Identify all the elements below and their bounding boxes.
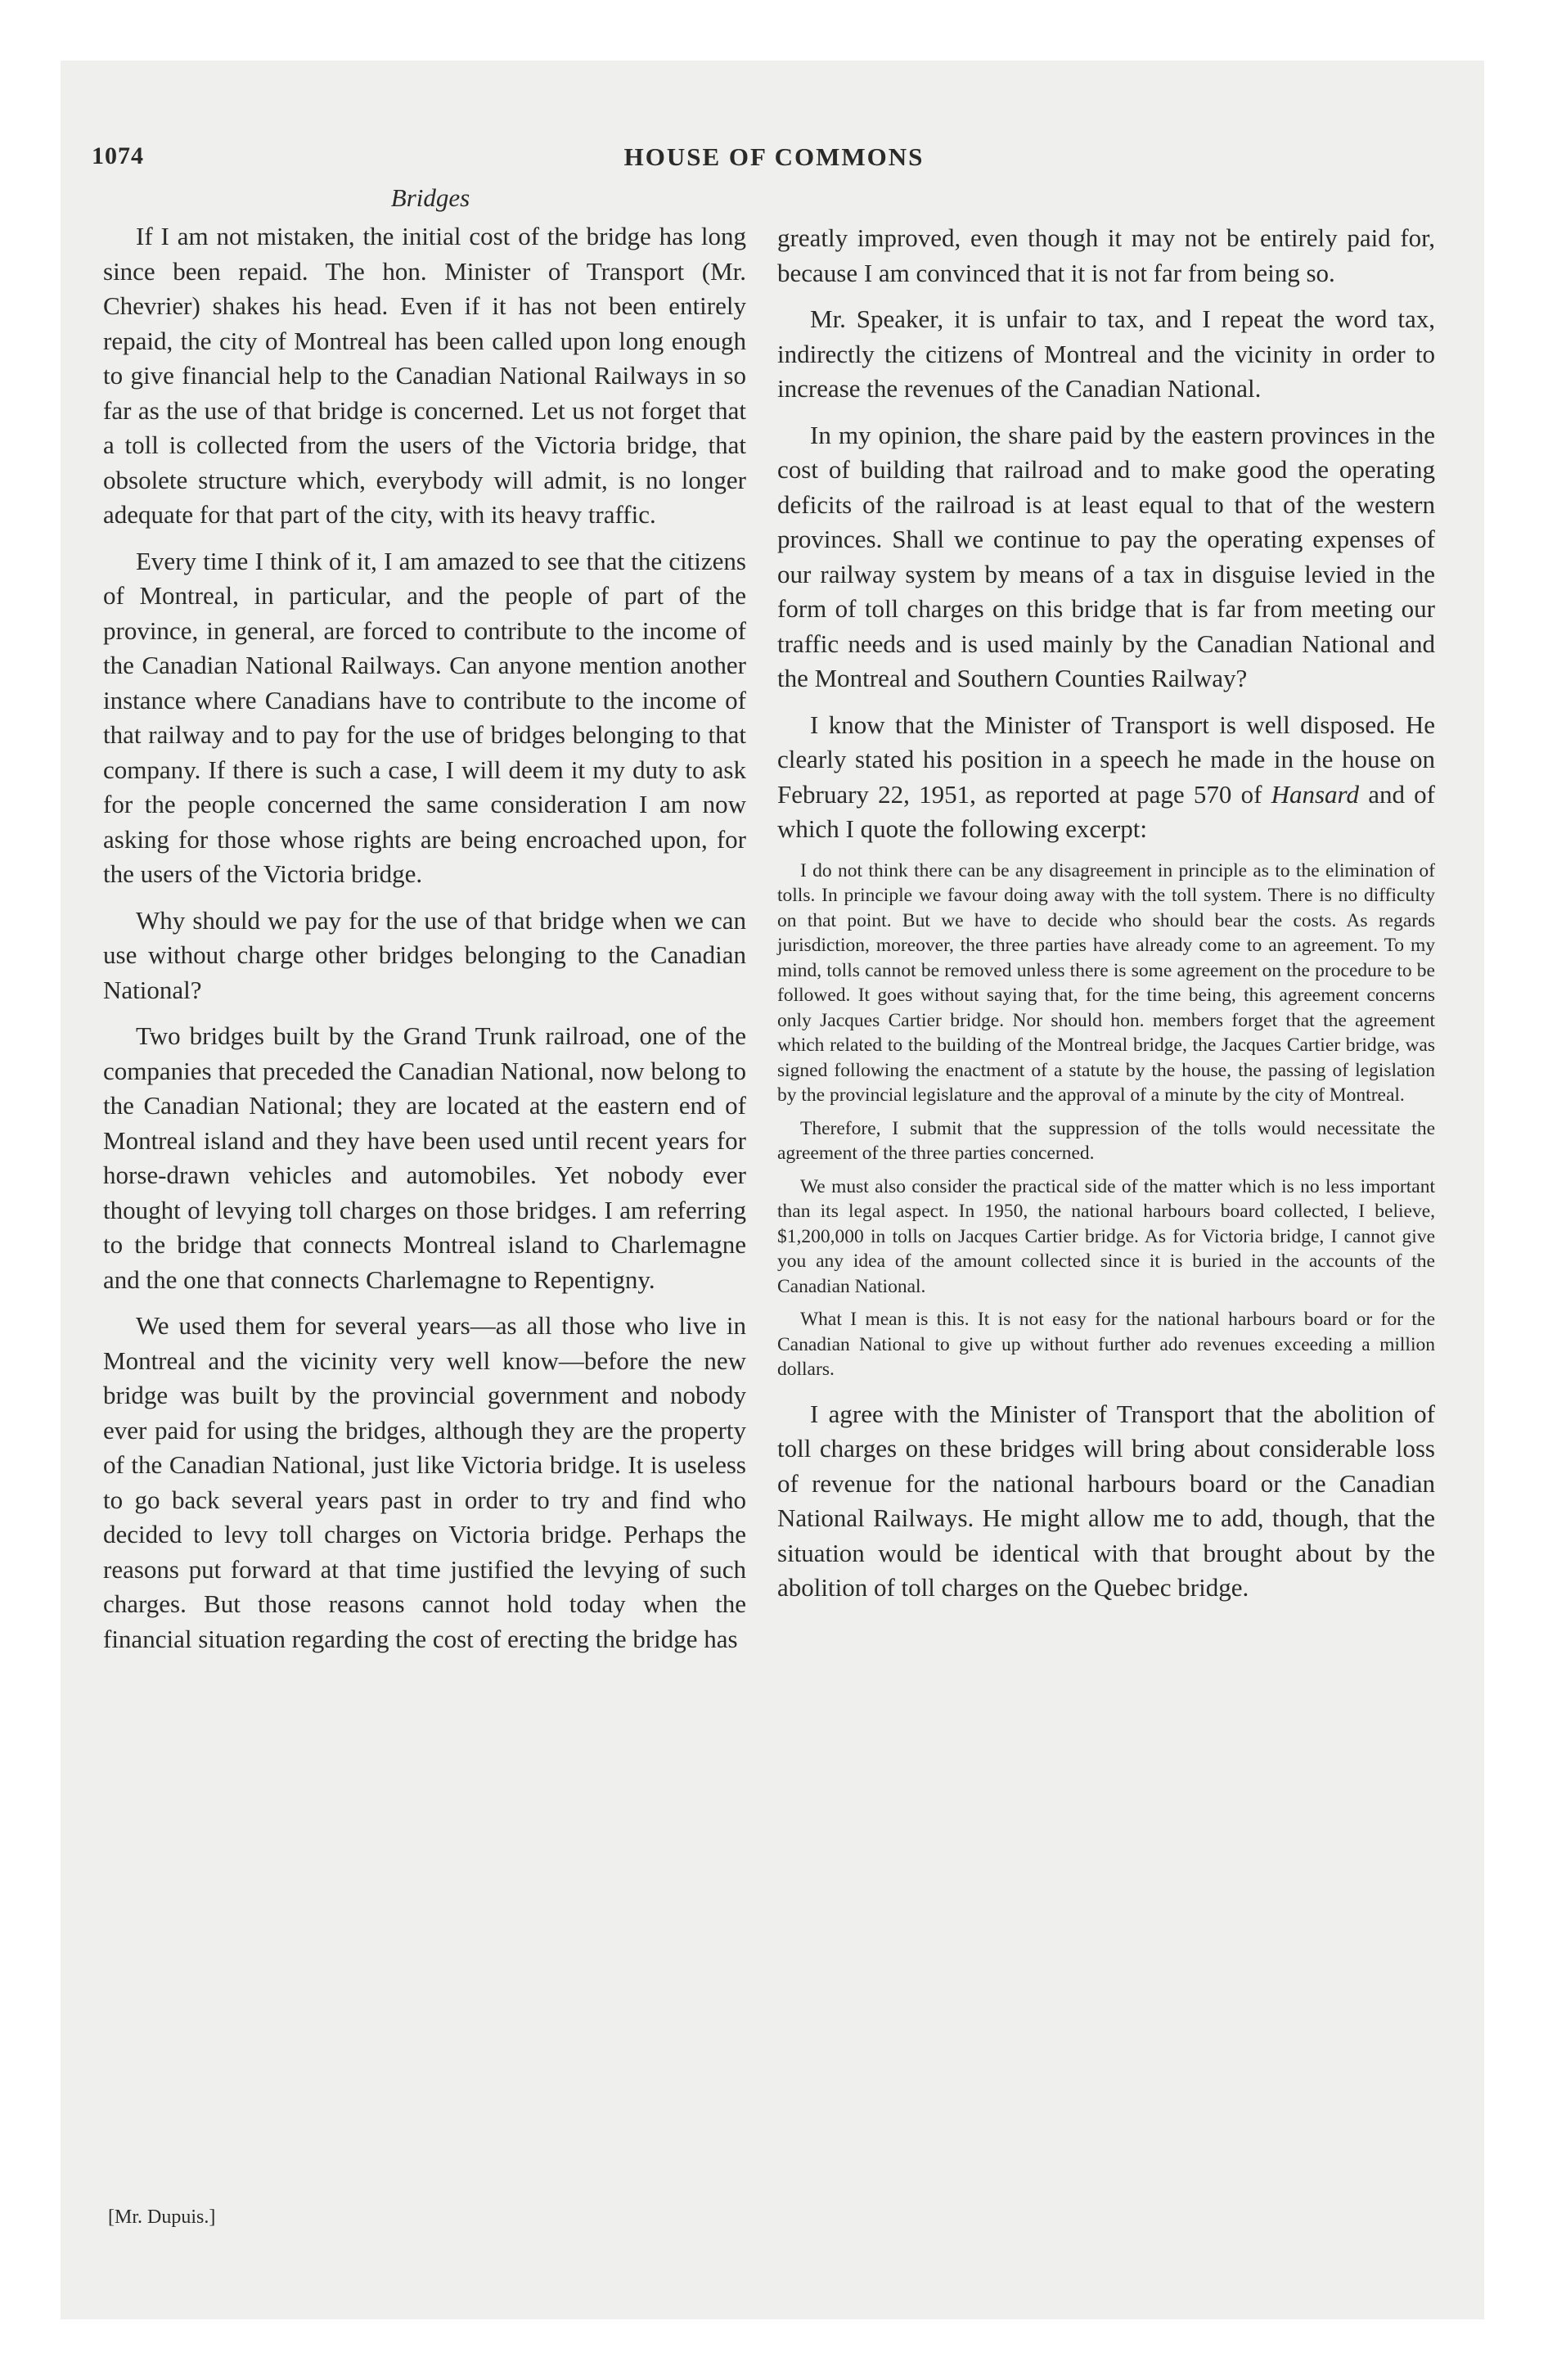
left-paragraph-5: We used them for several years—as all those who live in Montreal and the vicinity very well know—before the new bridge was built by the provincial government and nobody ever paid for using the bridges, although they are the property of the Canadian National, just like Victoria bridge. It is useless to go back several years past in order to try and find who decided to levy toll charges on Victoria bridge. Perhaps the reasons put forward at that time justified the levying of such charges. But those reasons cannot hold today when the financial situation regarding the cost of erecting the bridge has <box>103 1311 746 1653</box>
hansard-title: Hansard <box>1271 779 1359 809</box>
right-paragraph-2: Mr. Speaker, it is unfair to tax, and I repeat the word tax, indirectly the citizens of Montreal and the vicinity in order to increase the revenues of the Canadian National. <box>777 304 1435 403</box>
left-column <box>103 219 746 1668</box>
left-paragraph-1: If I am not mistaken, the initial cost of the bridge has long since been repaid. The hon. Minister of Transport (Mr. Chevrier) shakes his head. Even if it has not been entirely repaid, the city of Montreal has been called upon long enough to give financial help to the Canadian National Railways in so far as the use of that bridge is concerned. Let us not forget that a toll is collected from the users of the Victoria bridge, that obsolete structure which, everybody will admit, is no longer adequate for that part of the city, with its heavy traffic. <box>103 222 746 529</box>
page-number: 1074 <box>92 142 144 169</box>
right-column <box>777 221 1435 1617</box>
right-paragraph-1: greatly improved, even though it may not be entirely paid for, because I am convinced that it is not far from being so. <box>777 223 1435 287</box>
right-paragraph-4 <box>777 708 1435 847</box>
quoted-excerpt <box>777 859 1435 1382</box>
right-paragraph-5: I agree with the Minister of Transport that the abolition of toll charges on these bridges will bring about considerable loss of revenue for the national harbours board or the Canadian National Railways. He might allow me to add, though, that the situation would be identical with that brought about by the abolition of toll charges on the Quebec bridge. <box>777 1399 1435 1602</box>
left-paragraph-2: Every time I think of it, I am amazed to see that the citizens of Montreal, in particular, and the people of part of the province, in general, are forced to contribute to the income of the Canadian National Railways. Can anyone mention another instance where Canadians have to contribute to the income of that railway and to pay for the use of bridges belonging to that company. If there is such a case, I will deem it my duty to ask for the people concerned the same consideration I am now asking for those whose rights are being encroached upon, for the users of the Victoria bridge. <box>103 546 746 888</box>
right-paragraph-3: In my opinion, the share paid by the eastern provinces in the cost of building that railroad and to make good the operating deficits of the railroad is at least equal to that of the western provinces. Shall we continue to pay the operating expenses of our railway system by means of a tax in disguise levied in the form of toll charges on this bridge that is far from meeting our traffic needs and is used mainly by the Canadian National and the Montreal and Southern Counties Railway? <box>777 420 1435 692</box>
quote-paragraph-1: I do not think there can be any disagreement in principle as to the elimination of tolls. In principle we favour doing away with the toll system. There is no difficulty on that point. But we have to decide who should bear the costs. As regards jurisdiction, moreover, the three parties have already come to an agreement. To my mind, tolls cannot be removed unless there is some agreement on the procedure to be followed. It goes without saying that, for the time being, this agreement concerns only Jacques Cartier bridge. Nor should hon. members forget that the agreement which related to the building of the Montreal bridge, the Jacques Cartier bridge, was signed following the enactment of a statute by the house, the passing of legislation by the provincial legislature and the approval of a minute by the city of Montreal. <box>777 859 1435 1106</box>
left-paragraph-3: Why should we pay for the use of that bridge when we can use without charge other bridges belonging to the Canadian National? <box>103 905 746 1004</box>
quote-paragraph-2: Therefore, I submit that the suppression of the tolls would necessitate the agreement of the three parties concerned. <box>777 1117 1435 1164</box>
right-paragraph-4-tail: and of which I quote the following excerpt: <box>777 779 1435 843</box>
right-paragraph-4-text: I know that the Minister of Transport is well disposed. He clearly stated his position in a speech he made in the house on February 22, 1951, as reported at page 570 of <box>777 710 1435 809</box>
speaker-footer: [Mr. Dupuis.] <box>108 2206 216 2228</box>
section-heading: Bridges <box>390 183 470 212</box>
quote-paragraph-4: What I mean is this. It is not easy for the national harbours board or for the Canadian National to give up without further ado revenues exceeding a million dollars. <box>777 1309 1435 1380</box>
left-paragraph-4: Two bridges built by the Grand Trunk railroad, one of the companies that preceded the Canadian National, now belong to the Canadian National; they are located at the eastern end of Montreal island and they have been used until recent years for horse-drawn vehicles and automobiles. Yet nobody ever thought of levying toll charges on those bridges. I am referring to the bridge that connects Montreal island to Charlemagne and the one that connects Charlemagne to Repentigny. <box>103 1021 746 1294</box>
quote-paragraph-3: We must also consider the practical side of the matter which is no less important than its legal aspect. In 1950, the national harbours board collected, I believe, $1,200,000 in tolls on Jacques Cartier bridge. As for Victoria bridge, I cannot give you any idea of the amount collected since it is buried in the accounts of the Canadian National. <box>777 1175 1435 1297</box>
running-head: HOUSE OF COMMONS <box>623 142 925 171</box>
